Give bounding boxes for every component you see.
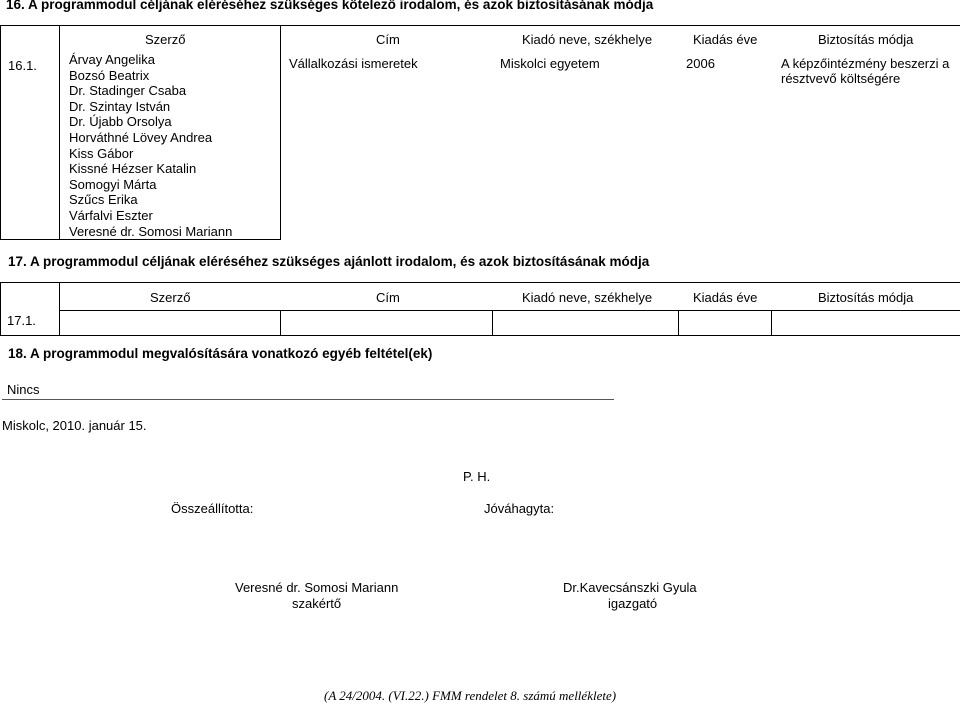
publisher: Miskolci egyetem (500, 56, 600, 71)
author-name: Árvay Angelika (69, 52, 155, 67)
table-border (0, 282, 960, 283)
column-header-title: Cím (376, 290, 400, 305)
section-18-heading: 18. A programmodul megvalósítására vonatkozó egyéb feltétel(ek) (8, 346, 433, 361)
table-border (0, 25, 1, 239)
author-list (69, 52, 232, 239)
book-title: Vállalkozási ismeretek (289, 56, 418, 71)
author-name: Dr. Stadinger Csaba (69, 83, 187, 99)
stamp-placeholder: P. H. (463, 469, 491, 484)
table-border (0, 335, 960, 336)
other-conditions-value: Nincs (7, 382, 40, 397)
column-header-author: Szerző (150, 290, 191, 305)
row-number: 16.1. (8, 58, 37, 73)
author-name: Dr. Szintay István (69, 98, 171, 114)
divider (0, 25, 960, 26)
provision-line: A képzőintézmény beszerzi a (781, 56, 950, 71)
signer-1-role: szakértő (292, 596, 342, 611)
footer-note: (A 24/2004. (VI.22.) FMM rendelet 8. számú melléklete) (324, 688, 617, 703)
table-border (0, 239, 281, 240)
table-border (60, 310, 960, 311)
column-header-title: Cím (376, 32, 400, 47)
table-border (59, 25, 60, 239)
compiled-by-label: Összeállította: (171, 501, 254, 516)
author-name: Kissné Hézser Katalin (69, 161, 197, 177)
author-name: Kiss Gábor (69, 145, 134, 161)
table-border (678, 310, 679, 336)
column-header-publisher: Kiadó neve, székhelye (522, 290, 653, 305)
author-name: Dr. Újabb Orsolya (69, 114, 172, 130)
approved-by-label: Jóváhagyta: (484, 501, 555, 516)
table-border (492, 310, 493, 336)
author-name: Veresné dr. Somosi Mariann (69, 223, 233, 239)
column-header-author: Szerző (145, 32, 186, 47)
provision-line: résztvevő költségére (781, 71, 901, 86)
section-16-heading: 16. A programmodul céljának eléréséhez szükséges kötelező irodalom, és azok biztosításának módja (6, 0, 654, 12)
signer-2-name: Dr.Kavecsánszki Gyula (563, 580, 697, 595)
publication-year: 2006 (686, 56, 715, 71)
author-name: Bozsó Beatrix (69, 67, 150, 83)
section-17-heading: 17. A programmodul céljának eléréséhez szükséges ajánlott irodalom, és azok biztosításának módja (8, 254, 650, 269)
author-name: Horváthné Lövey Andrea (69, 129, 213, 145)
table-border (0, 282, 1, 336)
table-border (771, 310, 772, 336)
author-name: Szűcs Erika (69, 192, 138, 208)
row-number: 17.1. (7, 313, 36, 328)
table-border (59, 282, 60, 336)
column-header-provision: Biztosítás módja (818, 32, 914, 47)
column-header-year: Kiadás éve (693, 290, 758, 305)
author-name: Várfalvi Eszter (69, 207, 153, 223)
provision-method (781, 56, 949, 86)
table-border (280, 310, 281, 336)
signer-1-name: Veresné dr. Somosi Mariann (235, 580, 399, 595)
table-border (280, 25, 281, 239)
author-name: Somogyi Márta (69, 176, 157, 192)
column-header-provision: Biztosítás módja (818, 290, 914, 305)
place-date: Miskolc, 2010. január 15. (2, 418, 147, 433)
signer-2-role: igazgató (608, 596, 658, 611)
column-header-year: Kiadás éve (693, 32, 758, 47)
underline (2, 399, 614, 400)
column-header-publisher: Kiadó neve, székhelye (522, 32, 653, 47)
